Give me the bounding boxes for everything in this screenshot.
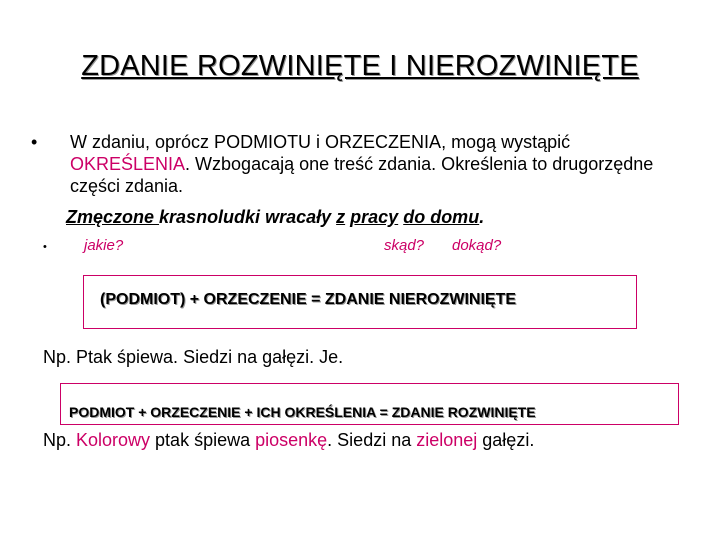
question-jakie: jakie? [84,237,124,254]
intro-highlight-okreslenia: OKREŚLENIA [70,154,186,174]
word-do-domu: do domu [403,207,480,227]
example-sentence [66,207,484,228]
example2-text: Np. [43,430,77,450]
intro-text-2: . Wzbogacają one treść zdania. Określenia to drugorzędne części zdania. [70,154,654,196]
questions-bullet: • [43,241,47,253]
example2-text: gałęzi. [477,430,535,450]
definition-nierozwiniete: (PODMIOT) + ORZECZENIE = ZDANIE NIEROZWINIĘTE [100,291,517,308]
word-z: z [336,207,346,227]
highlight-piosenke: piosenkę [255,430,328,450]
word-wracaly: wracały [260,207,337,227]
highlight-kolorowy: Kolorowy [76,430,151,450]
word-krasnoludki: krasnoludki [159,207,261,227]
definition-rozwiniete: PODMIOT + ORZECZENIE + ICH OKREŚLENIA = ZDANIE ROZWINIĘTE [69,404,536,420]
definition-box-nierozwiniete [83,275,637,329]
example2-text: ptak śpiewa [150,430,256,450]
bullet-marker: • [31,132,38,152]
highlight-zielonej: zielonej [416,430,478,450]
example-nierozwiniete: Np. Ptak śpiewa. Siedzi na gałęzi. Je. [43,347,344,367]
example2-text: . Siedzi na [327,430,417,450]
example-rozwiniete [43,430,534,451]
intro-paragraph [70,131,670,197]
word-pracy: pracy [350,207,399,227]
definition-box-rozwiniete [60,383,679,425]
question-dokad: dokąd? [452,237,502,254]
question-skad: skąd? [384,237,425,254]
word-zmeczone: Zmęczone [66,207,160,227]
slide-title: ZDANIE ROZWINIĘTE I NIEROZWINIĘTE [81,50,639,82]
period: . [479,207,485,227]
intro-text-1: W zdaniu, oprócz PODMIOTU i ORZECZENIA, mogą wystąpić [70,132,571,152]
